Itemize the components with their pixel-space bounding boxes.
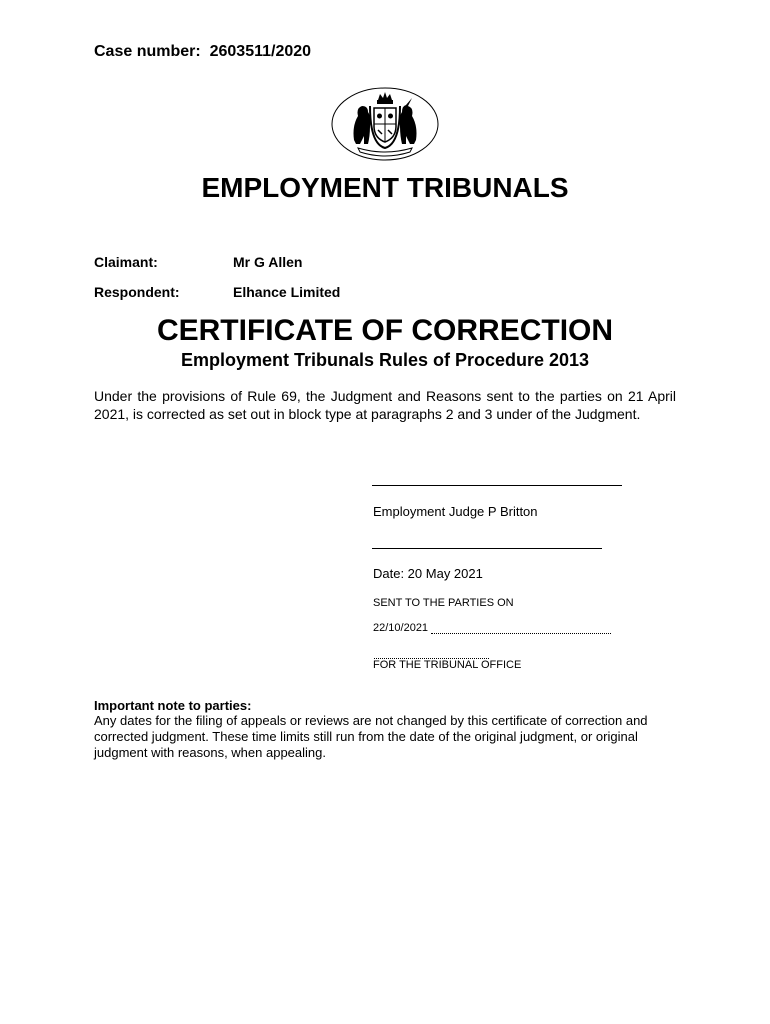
important-note-body: Any dates for the filing of appeals or reviews are not changed by this certificate of correction and corrected judgment. These time limits still run from the date of the original judgment, or original judgment with reasons, when appealing.	[94, 713, 648, 760]
respondent-label: Respondent:	[94, 284, 180, 300]
case-number-label: Case number:	[94, 43, 201, 60]
respondent-name: Elhance Limited	[233, 284, 341, 300]
judgment-date: Date: 20 May 2021	[373, 566, 483, 581]
important-note-title: Important note to parties:	[94, 698, 252, 713]
sent-date: 22/10/2021	[373, 622, 429, 634]
royal-coat-of-arms-icon	[330, 86, 440, 162]
tribunal-office-label: FOR THE TRIBUNAL OFFICE	[373, 659, 522, 671]
certificate-title: CERTIFICATE OF CORRECTION	[156, 314, 614, 347]
claimant-name: Mr G Allen	[233, 254, 303, 270]
sent-date-dotted-line	[431, 623, 611, 634]
case-number	[94, 43, 311, 61]
case-number-value: 2603511/2020	[209, 43, 312, 60]
certificate-subtitle: Employment Tribunals Rules of Procedure 2013	[180, 350, 590, 370]
office-dotted-line	[374, 648, 489, 659]
document-title: EMPLOYMENT TRIBUNALS	[201, 172, 569, 203]
date-line	[372, 548, 602, 549]
judge-name: Employment Judge P Britton	[373, 504, 538, 519]
certificate-body: Under the provisions of Rule 69, the Judgment and Reasons sent to the parties on 21 April 2021, is corrected as set out in block type at paragraphs 2 and 3 under of the Judgment.	[94, 388, 676, 422]
signature-line	[372, 485, 622, 486]
sent-to-parties-label: SENT TO THE PARTIES ON	[373, 597, 514, 609]
claimant-label: Claimant:	[94, 254, 158, 270]
